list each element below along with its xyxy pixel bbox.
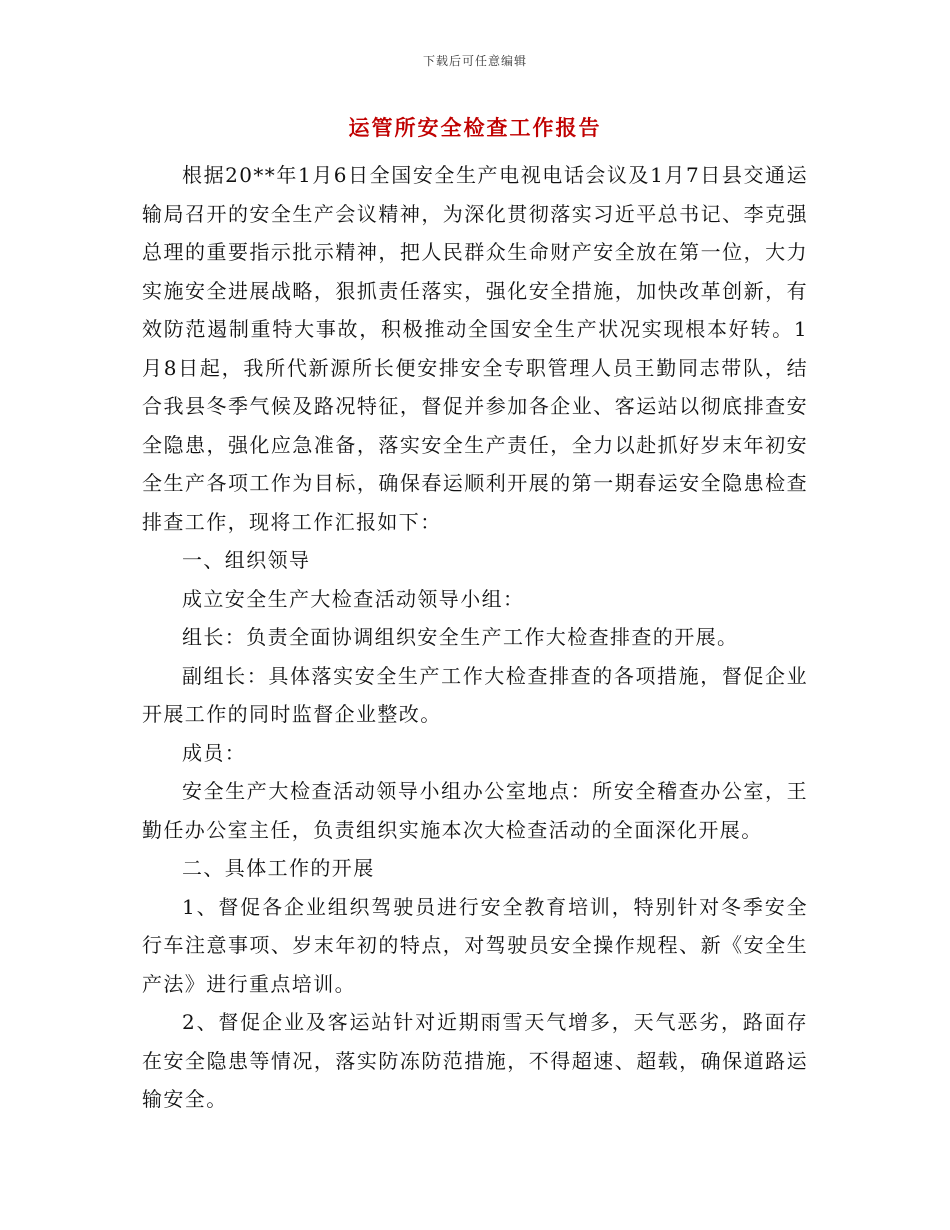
paragraph-group-leader: 组长：负责全面协调组织安全生产工作大检查排查的开展。: [182, 625, 739, 649]
document-title: 运管所安全检查工作报告: [348, 116, 602, 140]
section-heading-work: 二、具体工作的开展: [182, 856, 375, 880]
page-header-note: 下载后可任意编辑: [422, 54, 527, 68]
paragraph-deputy-leader: 副组长：具体落实安全生产工作大检查排查的各项措施，督促企业开展工作的同时监督企业整改。: [142, 663, 808, 726]
paragraph-intro: 根据20**年1月6日全国安全生产电视电话会议及1月7日县交通运输局召开的安全生产会议精神，为深化贯彻落实习近平总书记、李克强总理的重要指示批示精神，把人民群众生命财产安全放在第一位，大力实施安全进展战略，狠抓责任落实，强化安全措施，加快改革创新，有效防范遏制重特大事故，积极推动全国安全生产状况实现根本好转。1月8日起，我所代新源所长便安排安全专职管理人员王勤同志带队，结合我县冬季气候及路况特征，督促并参加各企业、客运站以彻底排查安全隐患，强化应急准备，落实安全生产责任，全力以赴抓好岁末年初安全生产各项工作为目标，确保春运顺利开展的第一期春运安全隐患检查排查工作，现将工作汇报如下：: [142, 163, 808, 534]
paragraph-item-1: 1、督促各企业组织驾驶员进行安全教育培训，特别针对冬季安全行车注意事项、岁末年初的特点，对驾驶员安全操作规程、新《安全生产法》进行重点培训。: [142, 894, 808, 996]
document-body: [142, 156, 808, 1119]
paragraph-members: 成员：: [182, 740, 247, 765]
paragraph-leadership-group: 成立安全生产大检查活动领导小组：: [182, 586, 525, 611]
paragraph-item-2: 2、督促企业及客运站针对近期雨雪天气增多，天气恶劣，路面存在安全隐患等情况，落实防冻防范措施，不得超速、超载，确保道路运输安全。: [142, 1010, 808, 1111]
section-heading-organization: 一、组织领导: [182, 548, 311, 572]
paragraph-office: 安全生产大检查活动领导小组办公室地点：所安全稽查办公室，王勤任办公室主任，负责组织实施本次大检查活动的全面深化开展。: [142, 779, 808, 842]
